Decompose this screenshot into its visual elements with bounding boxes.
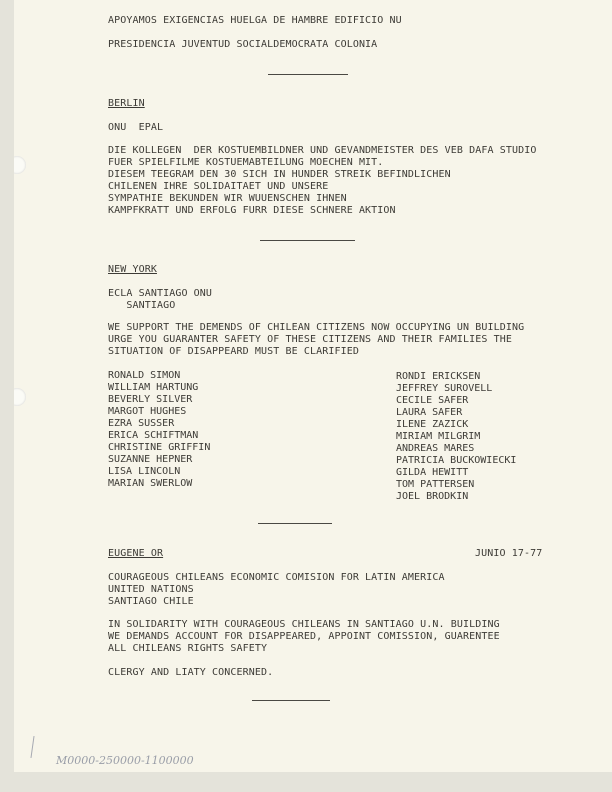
signatory: ERICA SCHIFTMAN bbox=[108, 430, 199, 441]
signatory: LAURA SAFER bbox=[396, 407, 463, 418]
eugene-body-1: IN SOLIDARITY WITH COURAGEOUS CHILEANS IN SANTIAGO U.N. BUILDING bbox=[108, 619, 500, 630]
newyork-body-3: SITUATION OF DISAPPEARD MUST BE CLARIFIED bbox=[108, 346, 359, 357]
newyork-body-2: URGE YOU GUARANTER SAFETY OF THESE CITIZENS AND THEIR FAMILIES THE bbox=[108, 334, 512, 345]
pencil-mark bbox=[30, 736, 34, 758]
eugene-body-2: WE DEMANDS ACCOUNT FOR DISAPPEARED, APPOINT COMISSION, GUARENTEE bbox=[108, 631, 500, 642]
eugene-recipient-1: COURAGEOUS CHILEANS ECONOMIC COMISION FOR LATIN AMERICA bbox=[108, 572, 445, 583]
eugene-date: JUNIO 17-77 bbox=[475, 548, 543, 559]
signatory: RONALD SIMON bbox=[108, 370, 181, 381]
header-line-2: PRESIDENCIA JUVENTUD SOCIALDEMOCRATA COLONIA bbox=[108, 39, 378, 50]
eugene-body-3: ALL CHILEANS RIGHTS SAFETY bbox=[108, 643, 268, 654]
berlin-body-5: SYMPATHIE BEKUNDEN WIR WUUENSCHEN IHNEN bbox=[108, 193, 347, 204]
eugene-signoff: CLERGY AND LIATY CONCERNED. bbox=[108, 667, 274, 678]
separator bbox=[252, 700, 330, 701]
eugene-heading: EUGENE OR bbox=[108, 548, 164, 559]
punch-hole bbox=[14, 156, 26, 174]
berlin-body-1: DIE KOLLEGEN DER KOSTUEMBILDNER UND GEVANDMEISTER DES VEB DAFA STUDIO bbox=[108, 145, 537, 156]
header-line-1: APOYAMOS EXIGENCIAS HUELGA DE HAMBRE EDIFICIO NU bbox=[108, 15, 402, 26]
signatory: PATRICIA BUCKOWIECKI bbox=[396, 455, 517, 466]
signatory: JOEL BRODKIN bbox=[396, 491, 469, 502]
signatory: TOM PATTERSEN bbox=[396, 479, 475, 490]
signatory: GILDA HEWITT bbox=[396, 467, 469, 478]
eugene-recipient-3: SANTIAGO CHILE bbox=[108, 596, 194, 607]
signatory: MARIAN SWERLOW bbox=[108, 478, 193, 489]
signatory: ILENE ZAZICK bbox=[396, 419, 469, 430]
signatory: MIRIAM MILGRIM bbox=[396, 431, 481, 442]
newyork-heading: NEW YORK bbox=[108, 264, 157, 275]
berlin-recipient: ONU EPAL bbox=[108, 122, 164, 133]
berlin-body-6: KAMPFKRATT UND ERFOLG FURR DIESE SCHNERE AKTION bbox=[108, 205, 396, 216]
signatory: EZRA SUSSER bbox=[108, 418, 175, 429]
signatory: MARGOT HUGHES bbox=[108, 406, 187, 417]
newyork-recipient-1: ECLA SANTIAGO ONU bbox=[108, 288, 213, 299]
separator bbox=[268, 74, 348, 75]
signatory: LISA LINCOLN bbox=[108, 466, 181, 477]
signatory: CECILE SAFER bbox=[396, 395, 469, 406]
separator bbox=[260, 240, 355, 241]
newyork-recipient-2: SANTIAGO bbox=[108, 300, 176, 311]
eugene-recipient-2: UNITED NATIONS bbox=[108, 584, 194, 595]
berlin-body-3: DIESEM TEEGRAM DEN 30 SICH IN HUNDER STREIK BEFINDLICHEN bbox=[108, 169, 451, 180]
signatory: ANDREAS MARES bbox=[396, 443, 475, 454]
signatory: WILLIAM HARTUNG bbox=[108, 382, 199, 393]
signatory: BEVERLY SILVER bbox=[108, 394, 193, 405]
signatories-right bbox=[396, 371, 516, 503]
signatory: CHRISTINE GRIFFIN bbox=[108, 442, 211, 453]
signatory: RONDI ERICKSEN bbox=[396, 371, 481, 382]
separator bbox=[258, 523, 332, 524]
berlin-body-4: CHILENEN IHRE SOLIDAITAET UND UNSERE bbox=[108, 181, 329, 192]
signatory: JEFFREY SUROVELL bbox=[396, 383, 493, 394]
berlin-body-2: FUER SPIELFILME KOSTUEMABTEILUNG MOECHEN MIT. bbox=[108, 157, 384, 168]
berlin-heading: BERLIN bbox=[108, 98, 145, 109]
archive-reference: M0000-250000-1100000 bbox=[56, 754, 194, 767]
document-page bbox=[14, 0, 612, 772]
newyork-body-1: WE SUPPORT THE DEMENDS OF CHILEAN CITIZENS NOW OCCUPYING UN BUILDING bbox=[108, 322, 525, 333]
signatories-left bbox=[108, 370, 210, 490]
punch-hole bbox=[14, 388, 26, 406]
signatory: SUZANNE HEPNER bbox=[108, 454, 193, 465]
